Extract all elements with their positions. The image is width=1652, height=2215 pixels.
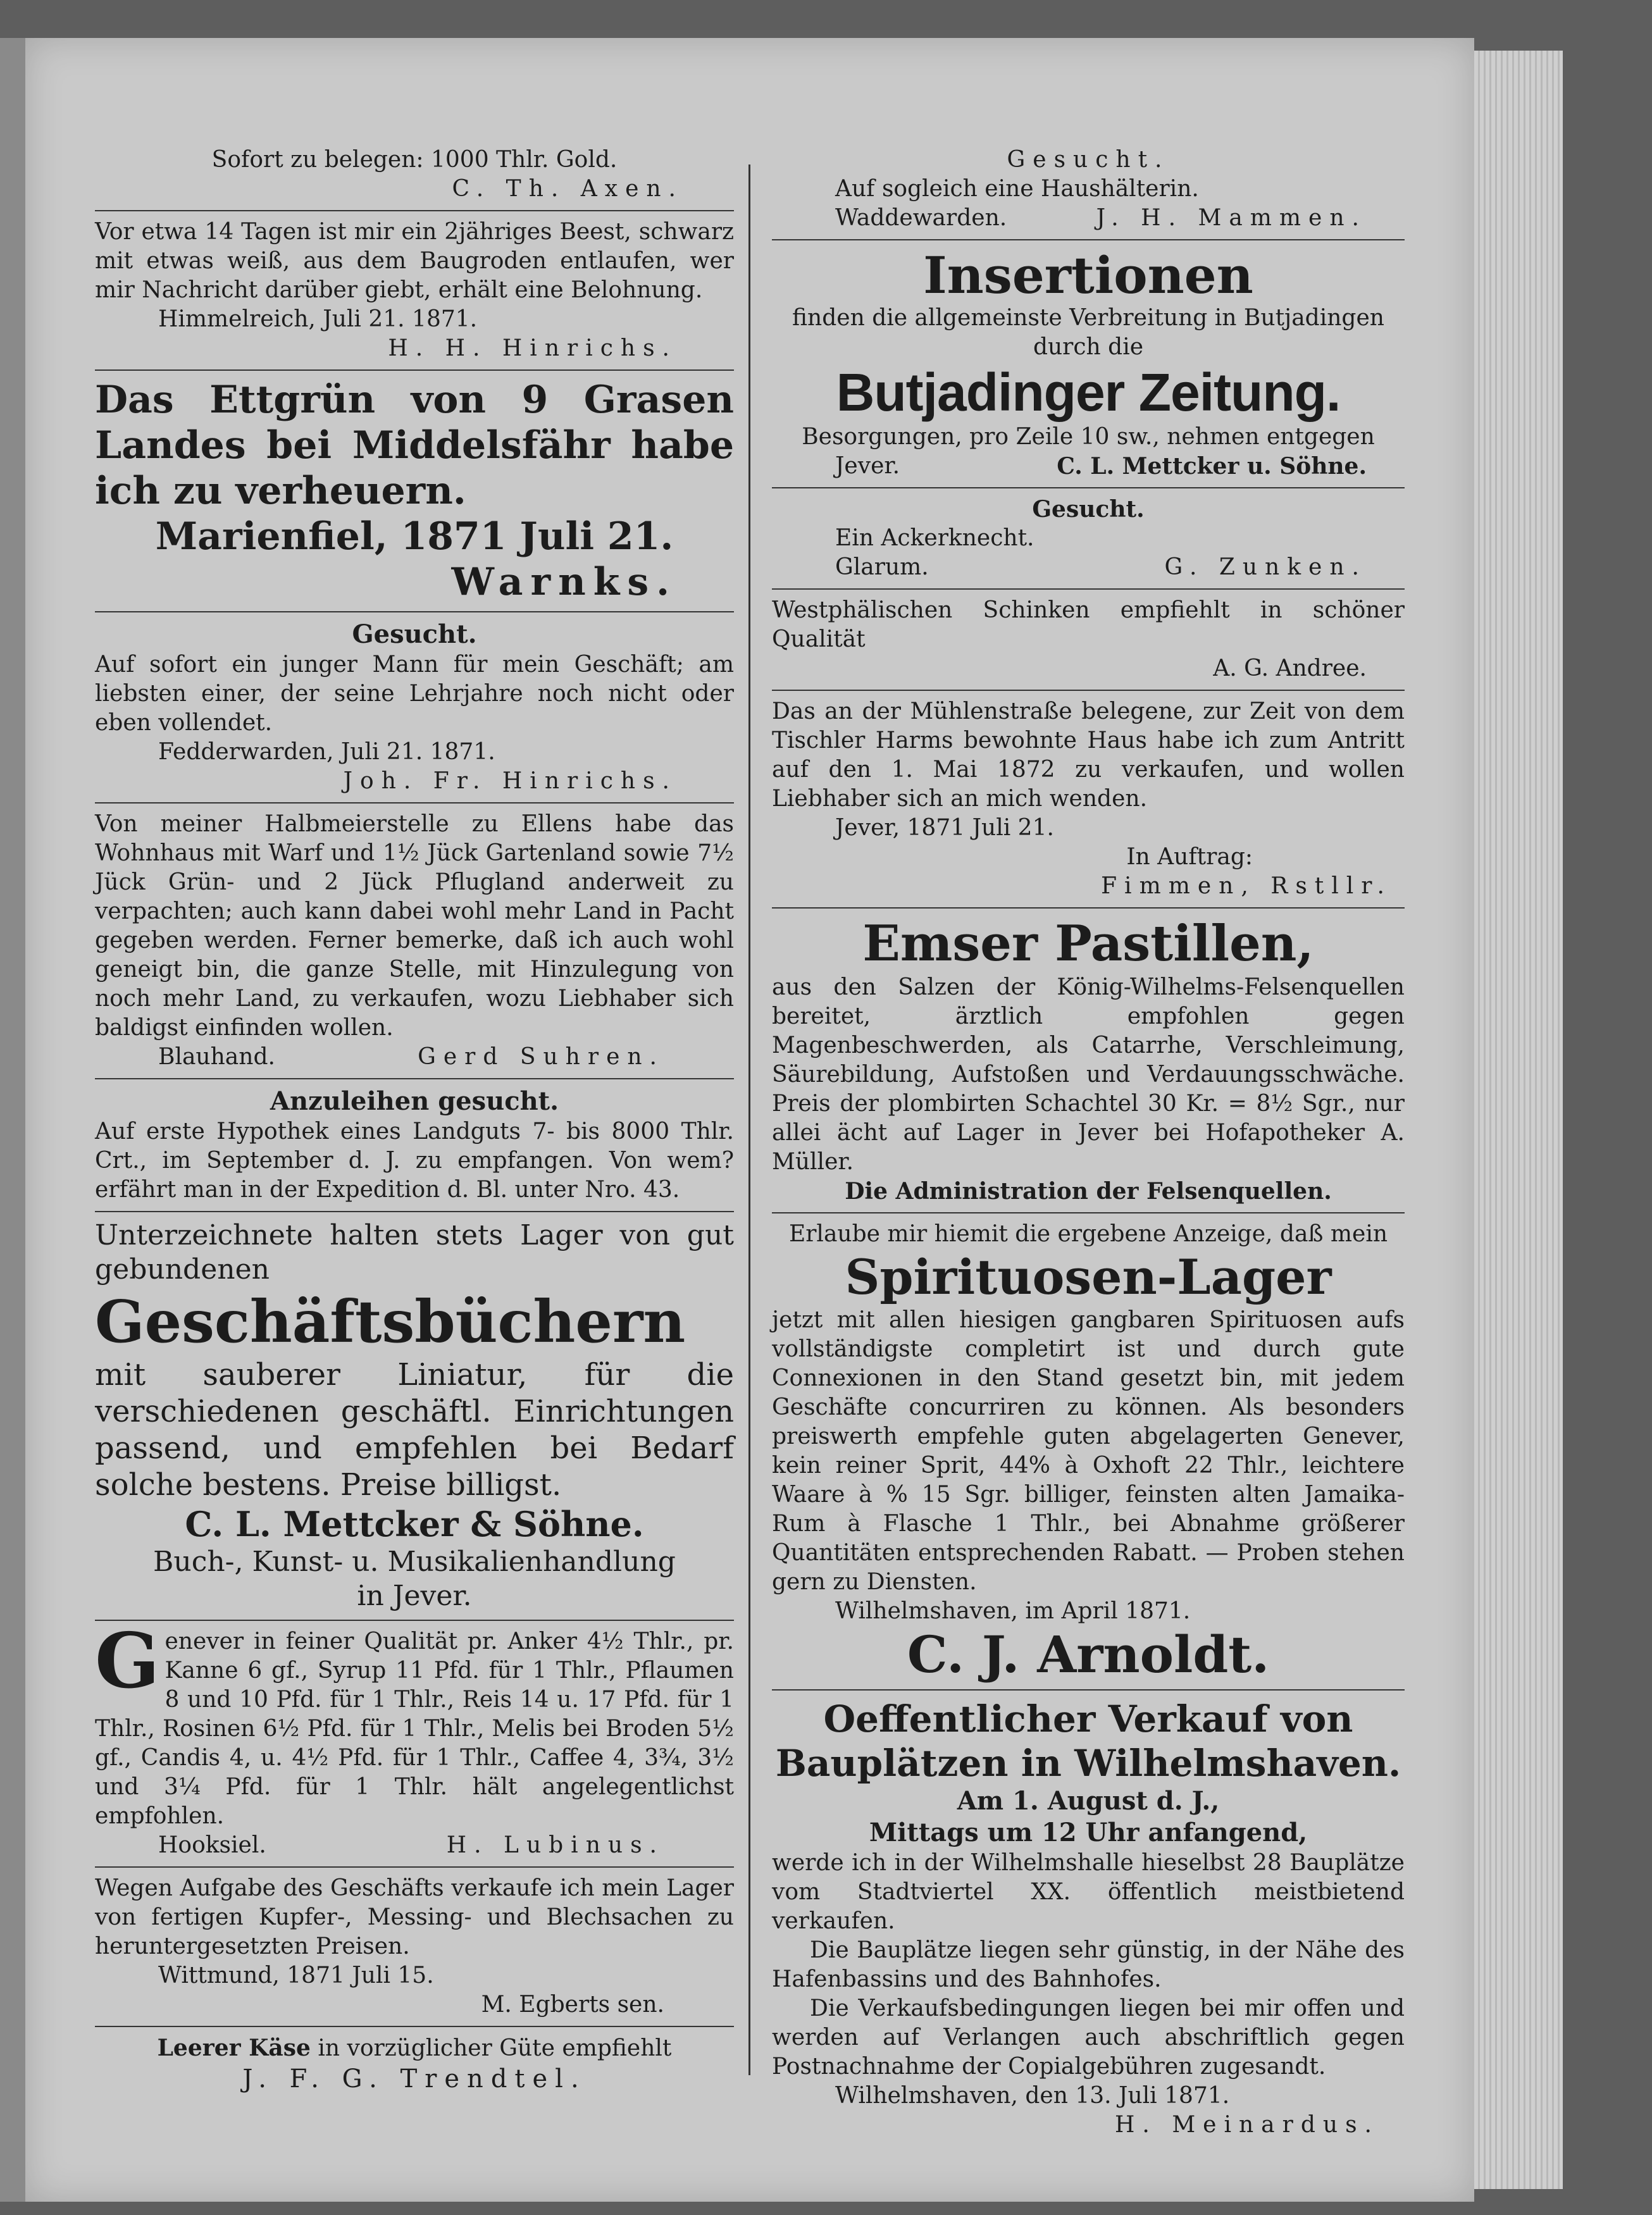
ad-signature: M. Egberts sen.	[481, 1992, 664, 2018]
ad-signature: A. G. Andree.	[1213, 655, 1367, 681]
ad-text: Besorgungen, pro Zeile 10 sw., nehmen entgegen	[802, 424, 1375, 450]
ad-separator	[95, 1620, 734, 1621]
ad-house-sale	[772, 697, 1405, 901]
ad-text: Sofort zu belegen: 1000 Thlr. Gold.	[211, 147, 618, 173]
ad-farmhand	[772, 495, 1405, 582]
ad-text: Auf sofort ein junger Mann für mein Geschäft; am liebsten einer, der seine Lehrjahre noch nicht oder eben vollendet.	[95, 652, 734, 736]
ad-text: werde ich in der Wilhelmshalle hieselbst 28 Bauplätze vom Stadtviertel XX. öffentlich meistbietend verkaufen.	[772, 1850, 1405, 1934]
ad-signature: G. Zunken.	[1164, 554, 1367, 580]
ad-subtitle: Buch-, Kunst- u. Musikalienhandlung	[153, 1546, 676, 1578]
ad-heading: Das Ettgrün von 9 Grasen Landes bei Middelsfähr habe ich zu verheuern.	[95, 378, 734, 513]
ad-footer	[95, 1831, 734, 1860]
ad-lost-animal	[95, 218, 734, 363]
ad-signature: J. H. Mammen.	[1096, 205, 1367, 231]
ad-heading: Gesucht.	[1007, 147, 1170, 173]
ad-separator	[95, 611, 734, 612]
ad-text: Von meiner Halbmeierstelle zu Ellens habe das Wohnhaus mit Warf und 1½ Jück Gartenland sowie 7½ Jück Grün- und 2 Jück Pflugland anderweit zu verpachten; auch kann dabei wohl mehr Land in Pacht gegeben werden. Ferner bemerke, daß ich auch wohl geneigt bin, die ganze Stelle, mit Hinzulegung von noch mehr Land, zu verkaufen, wozu Liebhaber sich baldigst einfinden wollen.	[95, 811, 734, 1041]
ad-place: Glarum.	[835, 554, 929, 580]
ad-time: Mittags um 12 Uhr anfangend,	[869, 1818, 1308, 1847]
ad-pasture-lease	[95, 377, 734, 605]
ad-text: Auf erste Hypothek eines Landguts 7- bis 8000 Thlr. Crt., im September d. J. zu empfangen. Von wem? erfährt man in der Expedition d. Bl. unter Nro. 43.	[95, 1119, 734, 1203]
ad-footer	[772, 452, 1405, 481]
ad-wanted-apprentice	[95, 619, 734, 796]
ad-text: Vor etwa 14 Tagen ist mir ein 2jähriges Beest, schwarz mit etwas weiß, aus dem Baugroden entlaufen, wer mir Nachricht darüber giebt, erhält eine Belohnung.	[95, 219, 734, 303]
ad-mortgage-loan	[95, 1086, 734, 1205]
ad-text: in vorzüglicher Güte empfiehlt	[318, 2035, 672, 2061]
ad-farm-lease	[95, 810, 734, 1072]
ad-place-date: Wilhelmshaven, den 13. Juli 1871.	[835, 2083, 1230, 2109]
ad-text: mit sauberer Liniatur, für die verschiedenen geschäftl. Einrichtungen passend, und empfehlen bei Bedarf solche bestens. Preise billigst.	[95, 1357, 734, 1503]
right-column	[772, 146, 1405, 2140]
ad-separator	[95, 1866, 734, 1868]
ad-text: enever in feiner Qualität pr. Anker 4½ Thlr., pr. Kanne 6 gf., Syrup 11 Pfd. für 1 Thlr., Pflaumen 8 und 10 Pfd. für 1 Thlr., Reis 14 u. 17 Pfd. für 1 Thlr., Rosinen 6½ Pfd. für 1 Thlr., Melis bei Broden 5½ gf., Candis 4, u. 4½ Pfd. für 1 Thlr., Caffee 4, 3¾, 3½ und 3¼ Pfd. für 1 Thlr. hält angelegentlichst empfohlen.	[95, 1629, 734, 1829]
ad-separator	[95, 210, 734, 211]
ad-text: Ein Ackerknecht.	[835, 525, 1034, 551]
ad-separator	[772, 1212, 1405, 1213]
ad-separator	[95, 1211, 734, 1212]
ad-text: Auf sogleich eine Haushälterin.	[835, 176, 1199, 202]
ad-heading: Gesucht.	[352, 619, 477, 649]
ad-place: Blauhand.	[158, 1044, 275, 1070]
ad-place-date: Wilhelmshaven, im April 1871.	[835, 1598, 1191, 1624]
ad-text: finden die allgemeinste Verbreitung in Butjadingen durch die	[792, 305, 1384, 360]
ad-signature: Fimmen, Rstllr.	[1101, 873, 1392, 899]
ad-signature: C. L. Mettcker & Söhne.	[185, 1504, 644, 1544]
drop-cap: G	[95, 1616, 160, 1706]
ad-signature: C. L. Mettcker u. Söhne.	[1057, 453, 1367, 480]
ad-subtitle: in Jever.	[357, 1580, 472, 1612]
ad-place-date: Himmelreich, Juli 21. 1871.	[158, 306, 478, 332]
ad-signature: C. J. Arnoldt.	[907, 1625, 1270, 1684]
ad-signature: Gerd Suhren.	[418, 1044, 664, 1070]
ad-place: Jever.	[835, 453, 900, 479]
ad-emser-pastillen	[772, 915, 1405, 1206]
ad-text: Die Verkaufsbedingungen liegen bei mir offen und werden auf Verlangen auch abschriftlich gegen Postnachnahme der Copialgebühren zugesandt.	[772, 1995, 1405, 2080]
ad-signature: Die Administration der Felsenquellen.	[845, 1178, 1332, 1205]
ad-text: aus den Salzen der König-Wilhelms-Felsenquellen bereitet, ärztlich empfohlen gegen Magenbeschwerden, als Catarrhe, Verschleimung, Säurebildung, Aufstoßen und Verdauungsschwäche. Preis der plombirten Schachtel 30 Kr. = 8½ Sgr., nur allei ächt auf Lager in Jever bei Hofapotheker A. Müller.	[772, 974, 1405, 1175]
ad-closing-sale	[95, 1874, 734, 2020]
ad-place-date: Fedderwarden, Juli 21. 1871.	[158, 739, 495, 765]
ad-cheese	[95, 2033, 734, 2095]
ad-separator	[95, 2026, 734, 2027]
ad-signature: Warnks.	[451, 560, 677, 604]
ad-separator	[772, 1689, 1405, 1691]
ad-newspaper-insertions	[772, 247, 1405, 481]
ad-separator	[95, 369, 734, 371]
ad-heading: Gesucht.	[1032, 496, 1145, 523]
ad-place-date: Wittmund, 1871 Juli 15.	[158, 1963, 434, 1989]
ad-heading: Insertionen	[923, 245, 1253, 305]
ad-text: jetzt mit allen hiesigen gangbaren Spirituosen aufs vollständigste completirt ist und durch gute Connexionen in den Stand gesetzt bin, mit jedem Geschäfte concurriren zu können. Als besonders preiswerth empfehle guten abgelagerten Genever, kein reiner Sprit, 44% à Oxhoft 22 Thlr., leichtere Waare à % 15 Sgr. billiger, feinsten alten Jamaika-Rum à Flasche 1 Thlr., bei Abnahme größerer Quantitäten entsprechenden Rabatt. — Proben stehen gern zu Diensten.	[772, 1307, 1405, 1595]
ad-text: Das an der Mühlenstraße belegene, zur Zeit von dem Tischler Harms bewohnte Haus habe ich zum Antritt auf den 1. Mai 1872 zu verkaufen, und wollen Liebhaber sich an mich wenden.	[772, 698, 1405, 812]
ad-separator	[772, 239, 1405, 240]
ad-footer	[95, 1043, 734, 1072]
ad-place: Hooksiel.	[158, 1832, 266, 1858]
ad-separator	[95, 802, 734, 803]
ad-signature: H. H. Hinrichs.	[388, 335, 677, 361]
ad-heading: Geschäftsbüchern	[95, 1287, 686, 1356]
ad-separator	[772, 690, 1405, 691]
ad-ham	[772, 596, 1405, 683]
ad-text: Die Bauplätze liegen sehr günstig, in der Nähe des Hafenbassins und des Bahnhofes.	[772, 1937, 1405, 1992]
ad-intro: Unterzeichnete halten stets Lager von gut gebundenen	[95, 1219, 734, 1286]
newspaper-name: Butjadinger Zeitung.	[836, 363, 1341, 422]
ad-separator	[772, 487, 1405, 488]
ad-place-date: Marienfiel, 1871 Juli 21.	[155, 514, 674, 559]
ad-footer	[772, 204, 1405, 233]
ad-separator	[772, 907, 1405, 909]
ad-heading: Anzuleihen gesucht.	[270, 1086, 559, 1116]
ad-signature: H. Meinardus.	[1115, 2112, 1379, 2138]
ad-lead: Leerer Käse	[157, 2035, 311, 2061]
book-binding	[0, 38, 25, 2202]
ad-gold-loan	[95, 146, 734, 204]
ad-heading: Spirituosen-Lager	[845, 1249, 1332, 1305]
ad-intro: Erlaube mir hiemit die ergebene Anzeige, daß mein	[788, 1221, 1388, 1247]
ad-separator	[772, 588, 1405, 590]
page-stack-edge	[1474, 51, 1563, 2189]
ad-place: Waddewarden.	[835, 205, 1007, 231]
ad-place-date: Jever, 1871 Juli 21.	[835, 815, 1054, 841]
ad-signature: Joh. Fr. Hinrichs.	[343, 768, 677, 794]
ad-separator	[95, 1078, 734, 1079]
ad-date: Am 1. August d. J.,	[957, 1786, 1220, 1816]
ad-groceries	[95, 1616, 734, 1860]
ad-account-books	[95, 1219, 734, 1613]
ad-signature: J. F. G. Trendtel.	[242, 2064, 587, 2094]
ad-spirits	[772, 1220, 1405, 1683]
left-column	[95, 146, 734, 2095]
ad-building-plots	[772, 1697, 1405, 2140]
ad-text: Wegen Aufgabe des Geschäfts verkaufe ich mein Lager von fertigen Kupfer-, Messing- und Blechsachen zu heruntergesetzten Preisen.	[95, 1875, 734, 1959]
ad-heading: Oeffentlicher Verkauf von Bauplätzen in Wilhelmshaven.	[775, 1697, 1401, 1785]
ad-footer	[772, 553, 1405, 582]
ad-heading: Emser Pastillen,	[862, 915, 1314, 972]
column-divider	[748, 164, 750, 2075]
ad-text: Westphälischen Schinken empfiehlt in schöner Qualität	[772, 597, 1405, 652]
ad-signature: H. Lubinus.	[446, 1832, 664, 1858]
ad-housekeeper	[772, 146, 1405, 233]
ad-signature: C. Th. Axen.	[452, 176, 683, 202]
ad-commission: In Auftrag:	[1126, 844, 1253, 870]
